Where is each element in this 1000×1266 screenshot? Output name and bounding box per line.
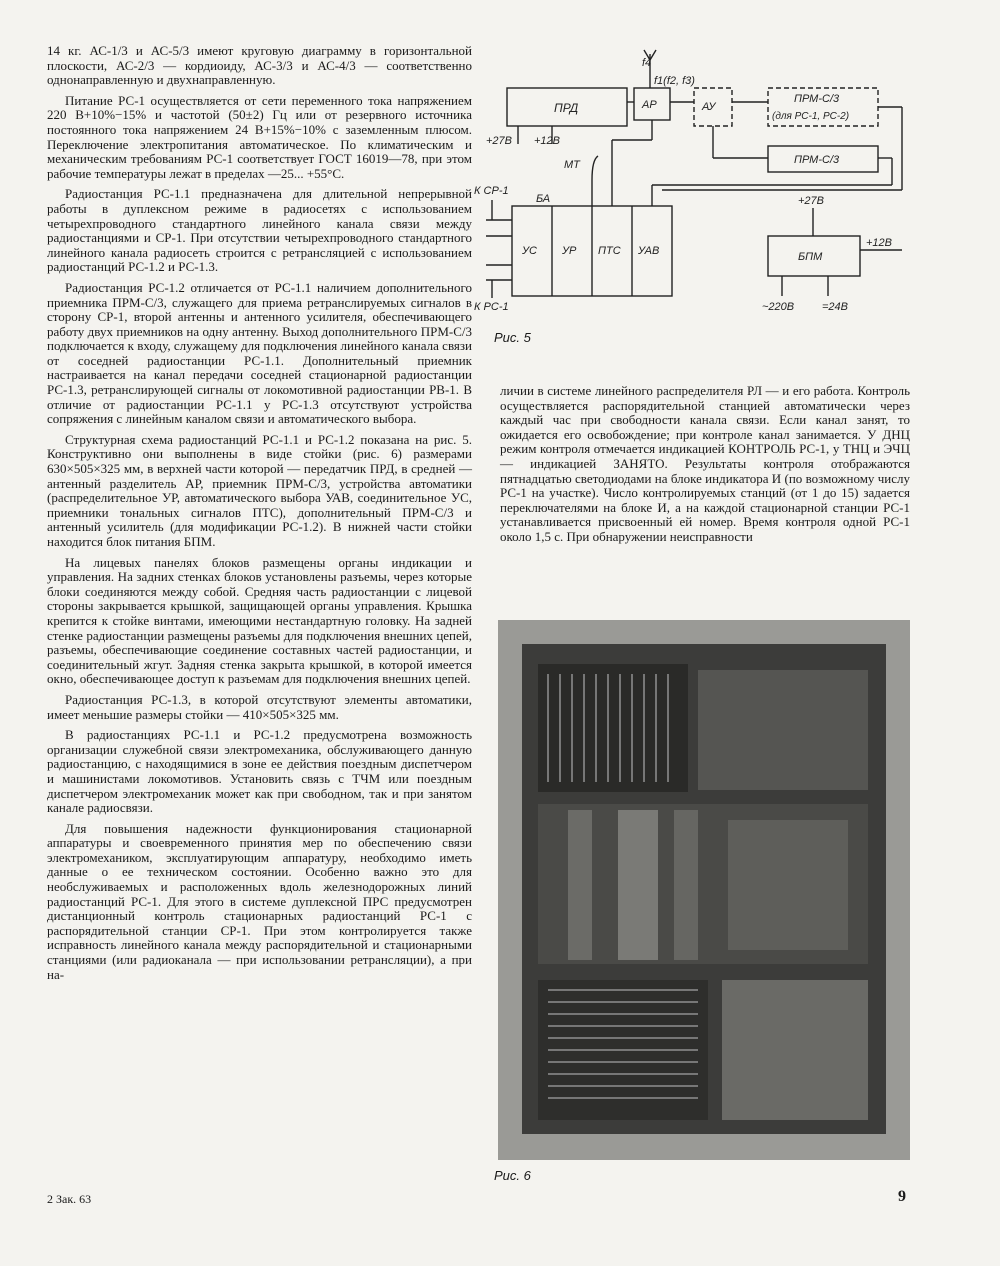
block-prd: ПРД bbox=[554, 101, 579, 115]
label-k-rs1: К РС-1 bbox=[474, 301, 509, 313]
block-uav: УАВ bbox=[638, 245, 660, 257]
label-12v-bpm: +12В bbox=[866, 237, 892, 249]
antenna-label: f4 bbox=[642, 57, 652, 69]
paragraph: Радиостанция РС-1.3, в которой отсутствуют элементы автоматики, имеет меньшие размеры стойки — 410×505×325 мм. bbox=[47, 691, 472, 722]
right-text-column bbox=[500, 384, 910, 551]
paragraph: Радиостанция РС-1.1 предназначена для длительной непрерывной работы в дуплексном режиме в радиосетях с использованием четырехпроводного стандартного линейного канала связи между радиостанциями и СР-1. При отсутствии четырехпроводного стандартного линейного канала радиосеть строится с ретрансляцией с использованием радиостанций РС-1.2 и РС-1.3. bbox=[47, 186, 472, 275]
block-prm-dashed-note: (для РС-1, РС-2) bbox=[772, 111, 850, 122]
label-mt: МТ bbox=[564, 159, 580, 171]
label-220v: ~220В bbox=[762, 301, 795, 313]
label-12v: +12В bbox=[534, 135, 560, 147]
freq-label: f1(f2, f3) bbox=[654, 75, 695, 87]
paragraph: личии в системе линейного распределителя РЛ — и его работа. Контроль осуществляется распорядительной станцией автоматически через каждый час при свободности канала связи. Если канал занят, то ожидается его освобождение; при контроле канал занимается. У ДНЦ режим контроля отмечается индикацией КОНТРОЛЬ РС-1, у ТНЦ и ЭЧЦ — индикацией ЗАНЯТО. Результаты контроля отображаются пятнадцатью светодиодами на блоке индикатора И (по возможному числу РС-1 на участке). Число контролируемых станций (от 1 до 15) задается переключателями на блоке И, а на каждой стационарной станции РС-1 устанавливается присвоенный ей номер. Время контроля одной РС-1 около 1,5 с. При обнаружении неисправности bbox=[500, 383, 910, 544]
block-us: УС bbox=[522, 245, 537, 257]
label-27v: +27В bbox=[486, 135, 512, 147]
block-prm-dashed: ПРМ-С/3 bbox=[794, 93, 840, 105]
paragraph: На лицевых панелях блоков размещены органы индикации и управления. На задних стенках блоков установлены разъемы, через которые блоки соединяются между собой. Средняя часть радиостанции с лицевой стороны закрывается крышкой, защищающей органы управления. Крышка крепится к стойке винтами, имеющими нестандартную головку. На задней стенке радиостанции размещены разъемы для подключения внешних цепей, разъемы, обеспечивающие соединение составных частей радиостанции, и соединительный жгут. Задняя стенка закрыта крышкой, в которой имеется окно, обеспечивающее доступ к разъемам для подключения внешних цепей. bbox=[47, 554, 472, 687]
figure6-caption: Рис. 6 bbox=[494, 1168, 531, 1183]
block-diagram bbox=[472, 40, 922, 325]
paragraph: В радиостанциях РС-1.1 и РС-1.2 предусмотрена возможность организации служебной связи электромеханика, обслуживающего данную радиостанцию, с находящимися в зоне ее действия поездным диспетчером и машинистами локомотивов. Установить связь с ТЧМ или поездным диспетчером электромеханик может как при свободном, так и при занятом канале радиосвязи. bbox=[47, 727, 472, 816]
page-number: 9 bbox=[898, 1188, 906, 1205]
label-k-sr1: К СР-1 bbox=[474, 185, 509, 197]
paragraph: Радиостанция РС-1.2 отличается от РС-1.1 наличием дополнительного приемника ПРМ-С/3, служащего для приема ретранслируемых сигналов в сторону СР-1, второй антенны и антенного усилителя, обеспечивающего работу двух приемников на одну антенну. Выход дополнительного ПРМ-С/3 подключается к входу, служащему для подключения линейного канала связи от соседней радиостанции РС-1.1. Дополнительный приемник настраивается на канал передачи соседней стационарной радиостанции РС-1.3, ретранслирующей сигналы от локомотивной радиостанции РВ-1. В отличие от радиостанции РС-1.1 у РС-1.3 отсутствуют устройства сопряжения с линейным каналом связи и автоматического выбора. bbox=[47, 279, 472, 427]
label-ba: БА bbox=[536, 193, 551, 205]
equipment-photo bbox=[498, 620, 910, 1160]
block-prm: ПРМ-С/3 bbox=[794, 154, 840, 166]
paragraph: Для повышения надежности функционирования стационарной аппаратуры и своевременного принятия мер по обеспечению связи электромехаником, эксплуатирующим аппаратуру, необходимо иметь данные о ее техническом состоянии. Особенно важно это для необслуживаемых и расположенных вдоль железнодорожных линий радиостанций РС-1. Для этого в системе дуплексной ПРС предусмотрен дистанционный контроль стационарных радиостанций РС-1 с распорядительной станции СР-1. При этом контролируется также исправность линейного канала между распорядительной и стационарными станциями (или радиоканала — при использовании ретрансляции), а при на- bbox=[47, 820, 472, 982]
figure5-caption: Рис. 5 bbox=[494, 330, 531, 345]
paragraph: Питание РС-1 осуществляется от сети переменного тока напряжением 220 В+10%−15% и частотой (50±2) Гц или от резервного источника постоянного тока напряжением 24 В+15%−10% с заземленным плюсом. Переключение электропитания автоматическое. По климатическим и механическим требованиям РС-1 соответствует ГОСТ 16019—78, при этом рабочие температуры лежат в пределах —25... +55°С. bbox=[47, 92, 472, 181]
left-text-column bbox=[47, 44, 472, 988]
paragraph: Структурная схема радиостанций РС-1.1 и РС-1.2 показана на рис. 5. Конструктивно они выполнены в виде стойки (рис. 6) размерами 630×505×325 мм, в верхней части которой — передатчик ПРД, в средней — антенный разделитель АР, приемник ПРМ-С/3, устройства автоматики (распределительное УР, автоматического выбора УАВ, соединительное УС, приемники тональных сигналов ПТС), дополнительный ПРМ-С/3 и антенный усилитель (для модификации РС-1.2). В нижней части стойки находится блок питания БПМ. bbox=[47, 431, 472, 549]
block-au: АУ bbox=[702, 101, 716, 113]
label-24v: =24В bbox=[822, 301, 848, 313]
block-bpm: БПМ bbox=[798, 251, 823, 263]
block-ar: АР bbox=[642, 99, 657, 111]
label-27v-bpm: +27В bbox=[798, 195, 824, 207]
footer-print-note: 2 Зак. 63 bbox=[47, 1192, 92, 1206]
block-ur: УР bbox=[562, 245, 577, 257]
block-pts: ПТС bbox=[598, 245, 621, 257]
paragraph: 14 кг. АС-1/3 и АС-5/3 имеют круговую диаграмму в горизонтальной плоскости, АС-2/3 — кордиоиду, АС-3/3 и АС-4/3 — соответственно однонаправленную и двухнаправленную. bbox=[47, 43, 472, 88]
